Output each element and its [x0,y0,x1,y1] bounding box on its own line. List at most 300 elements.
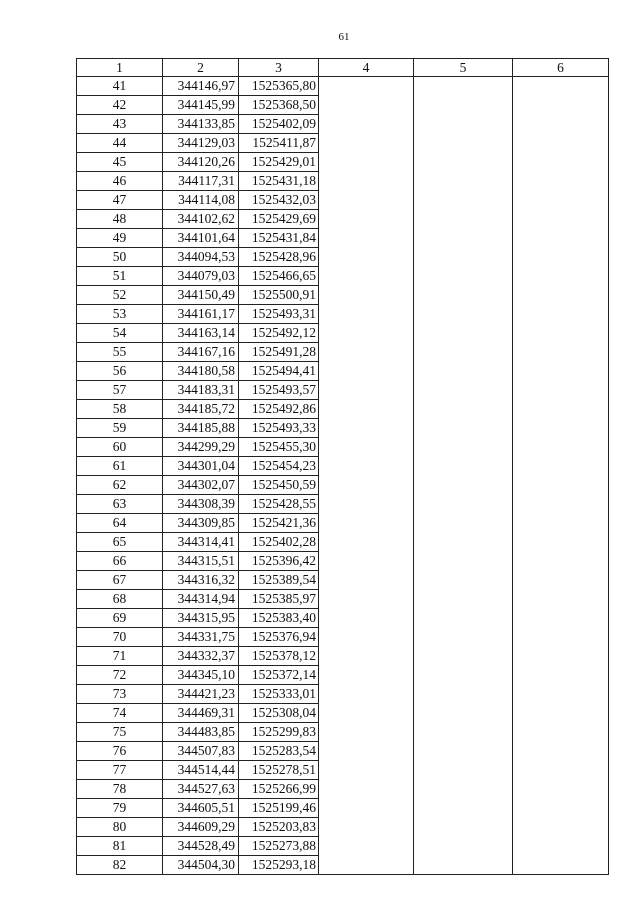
empty-cell [319,495,414,514]
table-row [77,647,609,666]
empty-cell [513,96,609,115]
column-header: 1 [77,59,163,77]
empty-cell [513,571,609,590]
table-row [77,514,609,533]
empty-cell [513,419,609,438]
table-row [77,400,609,419]
empty-cell [319,96,414,115]
empty-cell [319,837,414,856]
empty-cell [513,495,609,514]
y-coordinate-cell: 1525308,04 [239,704,319,723]
empty-cell [513,400,609,419]
x-coordinate-cell: 344180,58 [163,362,239,381]
empty-cell [513,286,609,305]
table-row [77,590,609,609]
point-number-cell: 78 [77,780,163,799]
empty-cell [319,552,414,571]
y-coordinate-cell: 1525491,28 [239,343,319,362]
point-number-cell: 51 [77,267,163,286]
empty-cell [513,647,609,666]
x-coordinate-cell: 344507,83 [163,742,239,761]
empty-cell [319,324,414,343]
point-number-cell: 48 [77,210,163,229]
table-row [77,381,609,400]
empty-cell [414,134,513,153]
x-coordinate-cell: 344331,75 [163,628,239,647]
y-coordinate-cell: 1525299,83 [239,723,319,742]
empty-cell [319,400,414,419]
empty-cell [513,552,609,571]
empty-cell [414,476,513,495]
empty-cell [319,533,414,552]
table-row [77,780,609,799]
table-row [77,96,609,115]
x-coordinate-cell: 344145,99 [163,96,239,115]
y-coordinate-cell: 1525494,41 [239,362,319,381]
empty-cell [319,666,414,685]
x-coordinate-cell: 344421,23 [163,685,239,704]
empty-cell [414,647,513,666]
empty-cell [513,704,609,723]
empty-cell [513,457,609,476]
table-header-row [77,59,609,77]
empty-cell [414,324,513,343]
table-row [77,495,609,514]
table-row [77,229,609,248]
empty-cell [319,457,414,476]
x-coordinate-cell: 344101,64 [163,229,239,248]
empty-cell [414,191,513,210]
point-number-cell: 53 [77,305,163,324]
x-coordinate-cell: 344163,14 [163,324,239,343]
y-coordinate-cell: 1525378,12 [239,647,319,666]
empty-cell [319,191,414,210]
x-coordinate-cell: 344117,31 [163,172,239,191]
empty-cell [319,77,414,96]
y-coordinate-cell: 1525429,69 [239,210,319,229]
x-coordinate-cell: 344129,03 [163,134,239,153]
x-coordinate-cell: 344133,85 [163,115,239,134]
table-row [77,571,609,590]
y-coordinate-cell: 1525333,01 [239,685,319,704]
empty-cell [513,153,609,172]
empty-cell [513,685,609,704]
table-row [77,115,609,134]
empty-cell [319,305,414,324]
empty-cell [513,134,609,153]
table-row [77,419,609,438]
empty-cell [319,286,414,305]
empty-cell [513,799,609,818]
y-coordinate-cell: 1525492,12 [239,324,319,343]
x-coordinate-cell: 344167,16 [163,343,239,362]
point-number-cell: 45 [77,153,163,172]
point-number-cell: 54 [77,324,163,343]
table-row [77,77,609,96]
x-coordinate-cell: 344114,08 [163,191,239,210]
empty-cell [319,267,414,286]
y-coordinate-cell: 1525283,54 [239,742,319,761]
empty-cell [319,685,414,704]
y-coordinate-cell: 1525402,28 [239,533,319,552]
empty-cell [319,780,414,799]
y-coordinate-cell: 1525492,86 [239,400,319,419]
empty-cell [414,723,513,742]
x-coordinate-cell: 344309,85 [163,514,239,533]
y-coordinate-cell: 1525199,46 [239,799,319,818]
y-coordinate-cell: 1525493,33 [239,419,319,438]
x-coordinate-cell: 344314,94 [163,590,239,609]
empty-cell [319,343,414,362]
empty-cell [319,799,414,818]
table-row [77,666,609,685]
table-row [77,248,609,267]
empty-cell [414,609,513,628]
point-number-cell: 58 [77,400,163,419]
table-row [77,799,609,818]
x-coordinate-cell: 344185,88 [163,419,239,438]
empty-cell [319,742,414,761]
y-coordinate-cell: 1525203,83 [239,818,319,837]
table-row [77,438,609,457]
point-number-cell: 62 [77,476,163,495]
empty-cell [414,381,513,400]
point-number-cell: 56 [77,362,163,381]
x-coordinate-cell: 344146,97 [163,77,239,96]
empty-cell [319,172,414,191]
empty-cell [513,191,609,210]
point-number-cell: 63 [77,495,163,514]
table-row [77,305,609,324]
table-row [77,457,609,476]
empty-cell [319,419,414,438]
empty-cell [319,704,414,723]
point-number-cell: 70 [77,628,163,647]
table-row [77,837,609,856]
y-coordinate-cell: 1525428,96 [239,248,319,267]
table-row [77,324,609,343]
y-coordinate-cell: 1525466,65 [239,267,319,286]
x-coordinate-cell: 344102,62 [163,210,239,229]
empty-cell [513,324,609,343]
point-number-cell: 73 [77,685,163,704]
point-number-cell: 80 [77,818,163,837]
empty-cell [414,96,513,115]
empty-cell [513,590,609,609]
page-number: 61 [338,31,350,43]
empty-cell [319,115,414,134]
x-coordinate-cell: 344120,26 [163,153,239,172]
x-coordinate-cell: 344094,53 [163,248,239,267]
x-coordinate-cell: 344504,30 [163,856,239,875]
y-coordinate-cell: 1525432,03 [239,191,319,210]
empty-cell [414,438,513,457]
table-row [77,552,609,571]
x-coordinate-cell: 344314,41 [163,533,239,552]
y-coordinate-cell: 1525389,54 [239,571,319,590]
empty-cell [414,400,513,419]
empty-cell [513,115,609,134]
table-row [77,191,609,210]
y-coordinate-cell: 1525500,91 [239,286,319,305]
empty-cell [414,286,513,305]
x-coordinate-cell: 344079,03 [163,267,239,286]
point-number-cell: 82 [77,856,163,875]
empty-cell [414,153,513,172]
coordinates-table [76,58,609,875]
empty-cell [414,305,513,324]
column-header: 6 [513,59,609,77]
y-coordinate-cell: 1525455,30 [239,438,319,457]
empty-cell [513,438,609,457]
point-number-cell: 66 [77,552,163,571]
empty-cell [414,780,513,799]
x-coordinate-cell: 344332,37 [163,647,239,666]
point-number-cell: 71 [77,647,163,666]
y-coordinate-cell: 1525372,14 [239,666,319,685]
point-number-cell: 77 [77,761,163,780]
y-coordinate-cell: 1525396,42 [239,552,319,571]
table-row [77,153,609,172]
empty-cell [414,210,513,229]
table-row [77,704,609,723]
table-row [77,761,609,780]
empty-cell [319,229,414,248]
point-number-cell: 46 [77,172,163,191]
y-coordinate-cell: 1525454,23 [239,457,319,476]
table-row [77,210,609,229]
point-number-cell: 41 [77,77,163,96]
x-coordinate-cell: 344469,31 [163,704,239,723]
y-coordinate-cell: 1525431,18 [239,172,319,191]
empty-cell [414,115,513,134]
point-number-cell: 72 [77,666,163,685]
empty-cell [513,628,609,647]
x-coordinate-cell: 344483,85 [163,723,239,742]
empty-cell [513,77,609,96]
empty-cell [414,837,513,856]
column-header: 4 [319,59,414,77]
empty-cell [414,533,513,552]
y-coordinate-cell: 1525429,01 [239,153,319,172]
y-coordinate-cell: 1525293,18 [239,856,319,875]
empty-cell [319,476,414,495]
y-coordinate-cell: 1525376,94 [239,628,319,647]
table-row [77,609,609,628]
point-number-cell: 55 [77,343,163,362]
x-coordinate-cell: 344185,72 [163,400,239,419]
y-coordinate-cell: 1525431,84 [239,229,319,248]
table-row [77,134,609,153]
y-coordinate-cell: 1525493,31 [239,305,319,324]
point-number-cell: 69 [77,609,163,628]
x-coordinate-cell: 344150,49 [163,286,239,305]
empty-cell [513,362,609,381]
empty-cell [513,210,609,229]
point-number-cell: 47 [77,191,163,210]
empty-cell [319,514,414,533]
empty-cell [414,761,513,780]
point-number-cell: 52 [77,286,163,305]
point-number-cell: 57 [77,381,163,400]
y-coordinate-cell: 1525493,57 [239,381,319,400]
empty-cell [513,723,609,742]
empty-cell [513,818,609,837]
y-coordinate-cell: 1525278,51 [239,761,319,780]
empty-cell [414,571,513,590]
empty-cell [414,666,513,685]
point-number-cell: 60 [77,438,163,457]
empty-cell [414,590,513,609]
x-coordinate-cell: 344308,39 [163,495,239,514]
x-coordinate-cell: 344345,10 [163,666,239,685]
point-number-cell: 59 [77,419,163,438]
x-coordinate-cell: 344514,44 [163,761,239,780]
empty-cell [513,476,609,495]
empty-cell [414,552,513,571]
point-number-cell: 44 [77,134,163,153]
empty-cell [414,742,513,761]
x-coordinate-cell: 344299,29 [163,438,239,457]
x-coordinate-cell: 344161,17 [163,305,239,324]
table-row [77,723,609,742]
y-coordinate-cell: 1525383,40 [239,609,319,628]
empty-cell [513,780,609,799]
point-number-cell: 68 [77,590,163,609]
empty-cell [513,172,609,191]
table-row [77,742,609,761]
table-row [77,476,609,495]
empty-cell [319,153,414,172]
x-coordinate-cell: 344609,29 [163,818,239,837]
y-coordinate-cell: 1525385,97 [239,590,319,609]
y-coordinate-cell: 1525402,09 [239,115,319,134]
point-number-cell: 64 [77,514,163,533]
table-row [77,267,609,286]
column-header: 2 [163,59,239,77]
empty-cell [414,419,513,438]
empty-cell [414,457,513,476]
empty-cell [513,609,609,628]
empty-cell [513,267,609,286]
empty-cell [513,305,609,324]
table-row [77,685,609,704]
y-coordinate-cell: 1525411,87 [239,134,319,153]
empty-cell [319,609,414,628]
y-coordinate-cell: 1525421,36 [239,514,319,533]
empty-cell [414,362,513,381]
empty-cell [319,856,414,875]
point-number-cell: 65 [77,533,163,552]
point-number-cell: 81 [77,837,163,856]
empty-cell [319,818,414,837]
empty-cell [319,571,414,590]
empty-cell [513,666,609,685]
empty-cell [513,856,609,875]
empty-cell [414,172,513,191]
empty-cell [414,267,513,286]
point-number-cell: 42 [77,96,163,115]
empty-cell [319,647,414,666]
x-coordinate-cell: 344301,04 [163,457,239,476]
empty-cell [513,343,609,362]
empty-cell [414,229,513,248]
empty-cell [414,685,513,704]
point-number-cell: 67 [77,571,163,590]
point-number-cell: 74 [77,704,163,723]
x-coordinate-cell: 344527,63 [163,780,239,799]
x-coordinate-cell: 344315,95 [163,609,239,628]
empty-cell [319,628,414,647]
empty-cell [319,381,414,400]
point-number-cell: 61 [77,457,163,476]
empty-cell [513,837,609,856]
empty-cell [319,438,414,457]
point-number-cell: 75 [77,723,163,742]
empty-cell [319,723,414,742]
empty-cell [414,856,513,875]
table-row [77,628,609,647]
table-row [77,818,609,837]
empty-cell [319,590,414,609]
empty-cell [319,248,414,267]
table-row [77,533,609,552]
empty-cell [414,799,513,818]
y-coordinate-cell: 1525428,55 [239,495,319,514]
empty-cell [513,514,609,533]
column-header: 5 [414,59,513,77]
x-coordinate-cell: 344528,49 [163,837,239,856]
table-body [77,77,609,875]
y-coordinate-cell: 1525365,80 [239,77,319,96]
table-row [77,343,609,362]
empty-cell [513,742,609,761]
table-row [77,286,609,305]
empty-cell [414,514,513,533]
point-number-cell: 79 [77,799,163,818]
empty-cell [513,381,609,400]
empty-cell [319,210,414,229]
point-number-cell: 43 [77,115,163,134]
x-coordinate-cell: 344315,51 [163,552,239,571]
empty-cell [319,134,414,153]
empty-cell [319,761,414,780]
empty-cell [414,343,513,362]
empty-cell [414,704,513,723]
table-row [77,172,609,191]
x-coordinate-cell: 344183,31 [163,381,239,400]
table-row [77,362,609,381]
empty-cell [414,495,513,514]
column-header: 3 [239,59,319,77]
empty-cell [513,761,609,780]
y-coordinate-cell: 1525273,88 [239,837,319,856]
empty-cell [513,229,609,248]
empty-cell [414,77,513,96]
x-coordinate-cell: 344605,51 [163,799,239,818]
y-coordinate-cell: 1525450,59 [239,476,319,495]
table-row [77,856,609,875]
empty-cell [513,533,609,552]
point-number-cell: 49 [77,229,163,248]
empty-cell [414,248,513,267]
empty-cell [319,362,414,381]
point-number-cell: 76 [77,742,163,761]
y-coordinate-cell: 1525368,50 [239,96,319,115]
point-number-cell: 50 [77,248,163,267]
x-coordinate-cell: 344302,07 [163,476,239,495]
empty-cell [513,248,609,267]
